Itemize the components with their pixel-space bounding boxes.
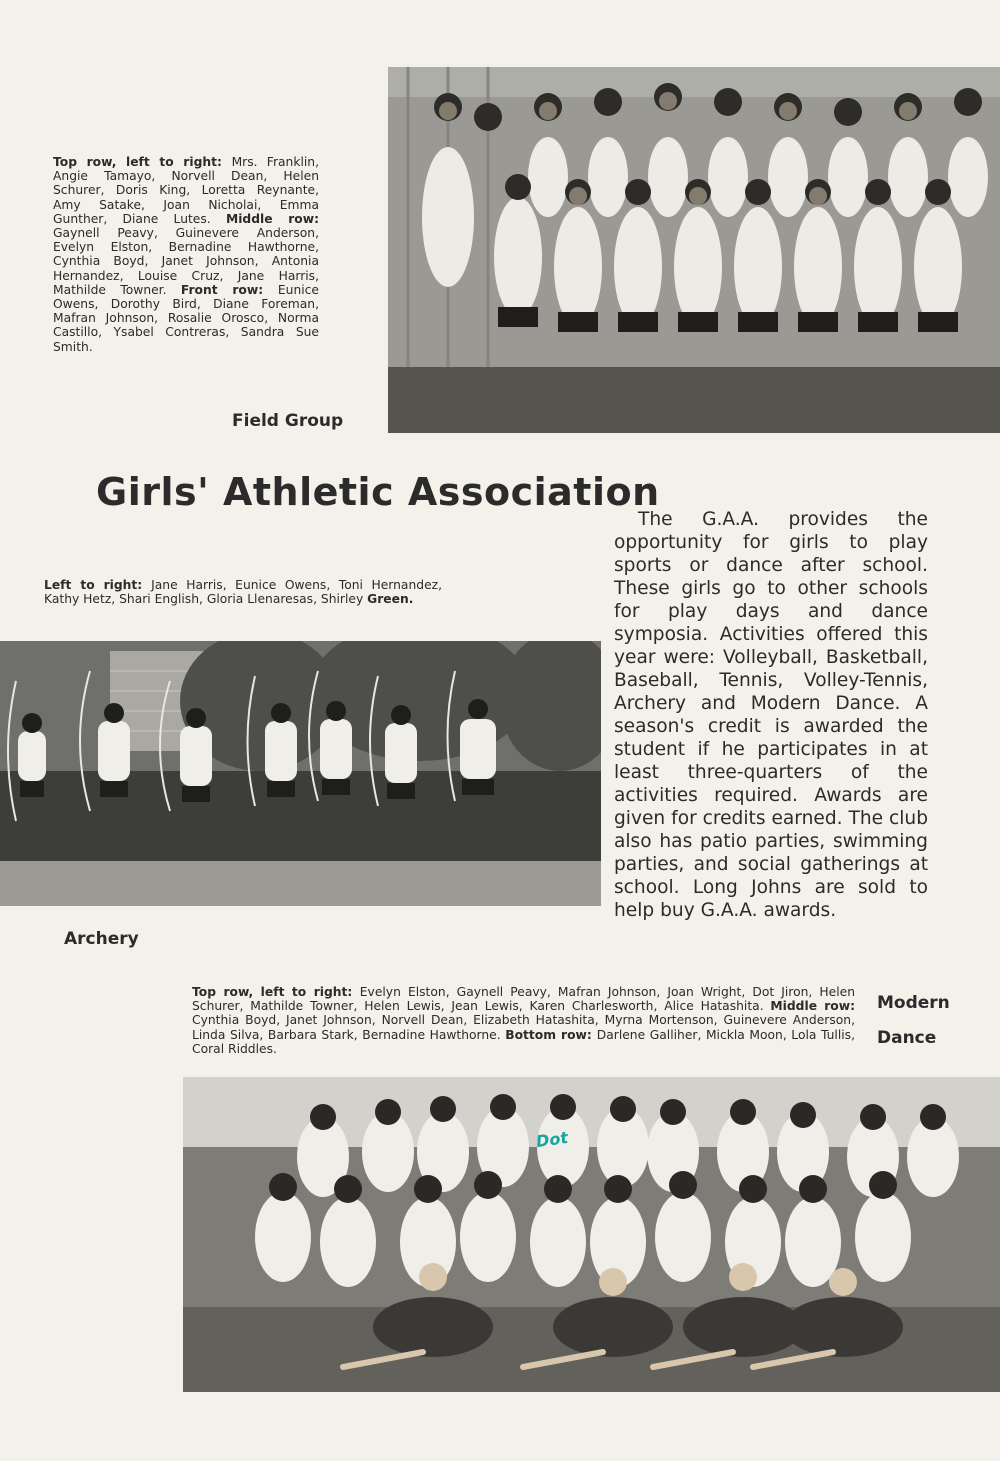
modern-dance-photo bbox=[183, 1077, 1000, 1392]
caption-names: Eunice Owens, Dorothy Bird, Diane Foreman, Mafran Johnson, Rosalie Orosco, Norma Castillo, Ysabel Contreras, Sandra Sue Smith. bbox=[53, 282, 319, 354]
caption-names: Darlene Galliher, Mickla Moon, Lola Tullis, Coral Riddles. bbox=[192, 1027, 855, 1056]
modern-dance-caption bbox=[192, 985, 855, 1056]
caption-heading: Green. bbox=[367, 592, 414, 607]
archery-photo bbox=[0, 641, 601, 906]
modern-dance-label bbox=[877, 986, 950, 1056]
modern-dance-label-line2: Dance bbox=[877, 1028, 937, 1048]
body-text: The G.A.A. provides the opportunity for girls to play sports or dance after school. These girls go to other schools for play days and dance symposia. Activities offered this year were: Volleyball, Basketball, Baseball, Tennis, Volley-Tennis, Archery and Modern Dance. A season's credit is awarded the student if he participates in at least three-quarters of the activities required. Awards are given for credits earned. The club also has patio parties, swimming parties, and social gatherings at school. Long Johns are sold to help buy G.A.A. awards. bbox=[614, 509, 928, 921]
caption-names: Cynthia Boyd, Janet Johnson, Norvell Dean, Elizabeth Hatashita, Myrna Mortenson, Guinevere Anderson, Linda Silva, Barbara Stark, Bernadine Hawthorne. bbox=[192, 1013, 855, 1042]
caption-heading: Bottom row: bbox=[505, 1027, 597, 1042]
caption-names: Mrs. Franklin, Angie Tamayo, Norvell Dean, Helen Schurer, Doris King, Loretta Reynante, Amy Satake, Joan Nicholai, Emma Gunther, Diane Lutes. bbox=[53, 155, 319, 226]
modern-dance-label-line1: Modern bbox=[877, 993, 950, 1013]
caption-names: Gaynell Peavy, Guinevere Anderson, Evelyn Elston, Bernadine Hawthorne, Cynthia Boyd, Janet Johnson, Antonia Hernandez, Louise Cruz, Jane Harris, Mathilde Towner. bbox=[53, 226, 319, 297]
archery-label: Archery bbox=[64, 929, 139, 949]
caption-heading: Top row, left to right: bbox=[192, 985, 360, 999]
caption-text bbox=[192, 985, 855, 1056]
handwritten-note: Dot bbox=[534, 1127, 570, 1152]
caption-heading: Middle row: bbox=[225, 211, 319, 226]
caption-text bbox=[44, 578, 442, 606]
caption-heading: Front row: bbox=[180, 282, 278, 297]
caption-names: Evelyn Elston, Gaynell Peavy, Mafran Johnson, Joan Wright, Dot Jiron, Helen Schurer, Mathilde Towner, Helen Lewis, Jean Lewis, Karen Charlesworth, Alice Hatashita. bbox=[192, 985, 855, 1014]
field-group-caption bbox=[53, 155, 319, 354]
caption-heading: Top row, left to right: bbox=[53, 155, 232, 169]
caption-heading: Left to right: bbox=[44, 578, 152, 592]
caption-text bbox=[53, 155, 319, 354]
caption-names: Jane Harris, Eunice Owens, Toni Hernandez, Kathy Hetz, Shari English, Gloria Llenaresas, Shirley bbox=[44, 578, 442, 607]
caption-heading: Middle row: bbox=[770, 999, 856, 1014]
archery-caption bbox=[44, 578, 442, 606]
field-group-label: Field Group bbox=[232, 411, 344, 431]
page-title: Girls' Athletic Association bbox=[96, 470, 660, 514]
field-group-photo bbox=[388, 67, 1000, 433]
